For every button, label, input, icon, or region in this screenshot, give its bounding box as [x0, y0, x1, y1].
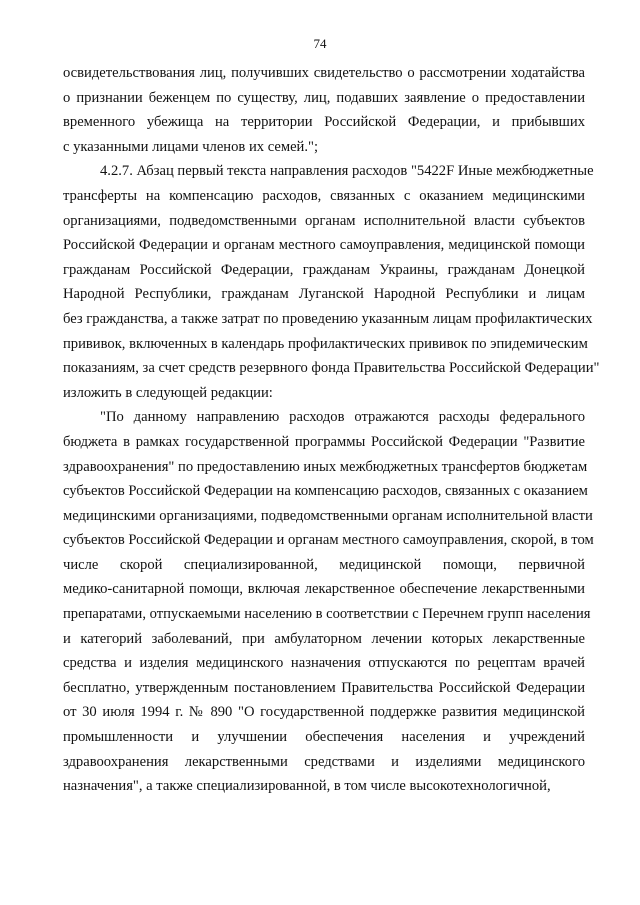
text-line: медико-санитарной помощи, включая лекарственное обеспечение лекарственными [63, 581, 585, 598]
text-line: освидетельствования лиц, получивших свидетельство о рассмотрении ходатайства [63, 65, 585, 81]
text-line: от 30 июля 1994 г. № 890 "О государственной поддержке развития медицинской [63, 704, 585, 721]
text-line: Народной Республики, гражданам Луганской Народной Республики и лицам [63, 286, 585, 303]
text-line: показаниям, за счет средств резервного фонда Правительства Российской Федерации" [63, 360, 600, 377]
text-line: изложить в следующей редакции: [63, 384, 273, 401]
text-line: субъектов Российской Федерации на компенсацию расходов, связанных с оказанием [63, 483, 588, 500]
text-line: временного убежища на территории Российской Федерации, и прибывших [63, 114, 585, 131]
paragraph [63, 61, 585, 159]
paragraph [63, 159, 600, 405]
text-line: назначения", а также специализированной, в том числе высокотехнологичной, [63, 778, 551, 795]
text-line: Российской Федерации и органам местного самоуправления, медицинской помощи [63, 237, 585, 254]
text-line: препаратами, отпускаемыми населению в соответствии с Перечнем групп населения [63, 606, 591, 623]
text-line: без гражданства, а также затрат по проведению указанным лицам профилактических [63, 310, 593, 327]
text-line: промышленности и улучшении обеспечения населения и учреждений [63, 729, 585, 746]
text-line: субъектов Российской Федерации и органам местного самоуправления, скорой, в том [63, 532, 594, 549]
text-line: 4.2.7. Абзац первый текста направления расходов "5422F Иные межбюджетные [100, 163, 594, 180]
text-line: о признании беженцем по существу, лиц, подавших заявление о предоставлении [63, 89, 585, 106]
text-line: трансферты на компенсацию расходов, связанных с оказанием медицинскими [63, 187, 585, 204]
text-line: организациями, подведомственными органам исполнительной власти субъектов [63, 212, 585, 229]
text-line: числе скорой специализированной, медицинской помощи, первичной [63, 556, 585, 573]
text-line: медицинскими организациями, подведомственными органам исполнительной власти [63, 507, 593, 524]
page-number: 74 [313, 36, 327, 51]
text-line: здравоохранения" по предоставлению иных межбюджетных трансфертов бюджетам [63, 458, 588, 475]
text-line: гражданам Российской Федерации, гражданам Украины, гражданам Донецкой [63, 261, 585, 278]
text-line: здравоохранения лекарственными средствами и изделиями медицинского [63, 753, 585, 770]
text-line: средства и изделия медицинского назначения отпускаются по рецептам врачей [63, 655, 585, 672]
paragraph [63, 405, 594, 799]
text-line: бюджета в рамках государственной программы Российской Федерации "Развитие [63, 433, 585, 450]
text-line: "По данному направлению расходов отражаются расходы федерального [100, 409, 585, 426]
document-body [63, 61, 600, 799]
text-line: бесплатно, утвержденным постановлением Правительства Российской Федерации [63, 679, 585, 696]
text-line: с указанными лицами членов их семей."; [63, 138, 319, 155]
text-line: и категорий заболеваний, при амбулаторном лечении которых лекарственные [63, 630, 585, 647]
text-line: прививок, включенных в календарь профилактических прививок по эпидемическим [63, 335, 588, 352]
